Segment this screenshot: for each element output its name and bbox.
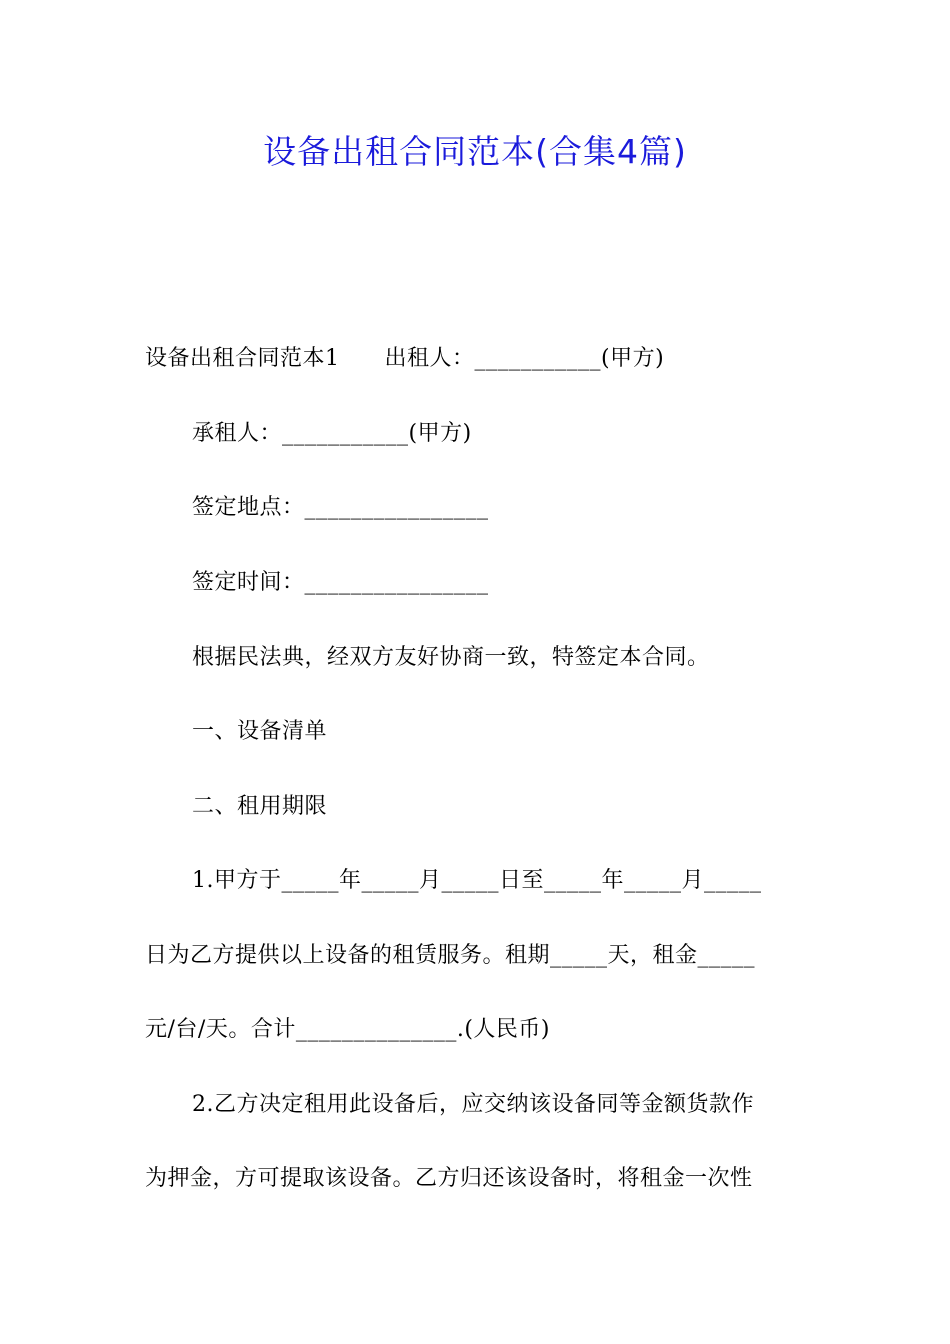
clause-1-line-2: 日为乙方提供以上设备的租赁服务。租期_____天，租金_____ bbox=[145, 943, 756, 968]
signing-place-line: 签定地点：________________ bbox=[192, 495, 489, 520]
signing-time-line: 签定时间：________________ bbox=[192, 570, 489, 595]
preamble-paragraph: 根据民法典，经双方友好协商一致，特签定本合同。 bbox=[192, 645, 710, 670]
section-heading-rental-period: 二、租用期限 bbox=[192, 794, 328, 819]
clause-1-line-1: 1.甲方于_____年_____月_____日至_____年_____月_____ bbox=[192, 868, 762, 893]
clause-2-line-1: 2.乙方决定租用此设备后，应交纳该设备同等金额货款作 bbox=[192, 1092, 754, 1117]
clause-2-line-2: 为押金，方可提取该设备。乙方归还该设备时，将租金一次性 bbox=[145, 1166, 753, 1191]
contract-heading-lessor-line: 设备出租合同范本1 出租人：___________(甲方) bbox=[145, 346, 665, 371]
lessee-line: 承租人：___________(甲方) bbox=[192, 421, 472, 446]
clause-1-line-3: 元/台/天。合计______________.(人民币) bbox=[145, 1017, 550, 1042]
document-title: 设备出租合同范本(合集4篇) bbox=[263, 132, 687, 171]
section-heading-equipment-list: 一、设备清单 bbox=[192, 719, 328, 744]
